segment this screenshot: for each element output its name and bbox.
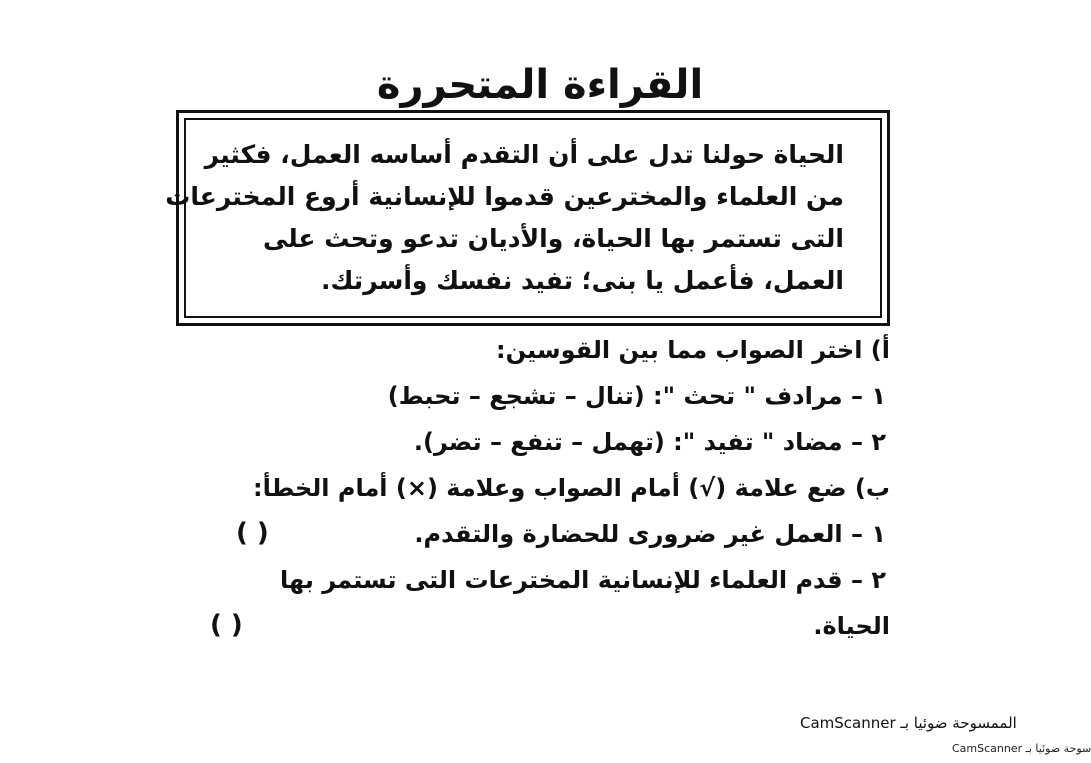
passage-line: التى تستمر بها الحياة، والأديان تدعو وتحث على (262, 224, 844, 253)
page-title: القراءة المتحررة (376, 62, 704, 108)
section-b-item-continuation: الحياة. (813, 612, 890, 640)
camscanner-watermark-secondary: CamScanner سوحة ضوئيا بـ (952, 742, 1091, 755)
passage-line: العمل، فأعمل يا بنى؛ تفيد نفسك وأسرتك. (321, 266, 844, 295)
section-a-item: ٢ – مضاد " تفيد ": (تهمل – تنفع – تضر). (413, 428, 886, 456)
section-b-item: ١ – العمل غير ضرورى للحضارة والتقدم. (414, 520, 886, 548)
passage-box (165, 110, 890, 326)
answer-slot[interactable]: ( ) (236, 518, 269, 548)
section-b-heading: ب) ضع علامة (√) أمام الصواب وعلامة (×) أمام الخطأ: (252, 474, 890, 502)
passage-box-inner (165, 118, 882, 318)
camscanner-watermark: CamScanner الممسوحة ضوئيا بـ (800, 714, 1017, 732)
passage-line: الحياة حولنا تدل على أن التقدم أساسه العمل، فكثير (204, 140, 844, 169)
passage-line: من العلماء والمخترعين قدموا للإنسانية أروع المخترعات (165, 182, 844, 211)
section-a-heading: أ) اختر الصواب مما بين القوسين: (495, 336, 890, 364)
section-a-item: ١ – مرادف " تحث ": (تنال – تشجع – تحبط) (387, 382, 886, 410)
section-b-item: ٢ – قدم العلماء للإنسانية المخترعات التى تستمر بها (280, 566, 886, 594)
answer-slot[interactable]: ( ) (210, 610, 243, 640)
